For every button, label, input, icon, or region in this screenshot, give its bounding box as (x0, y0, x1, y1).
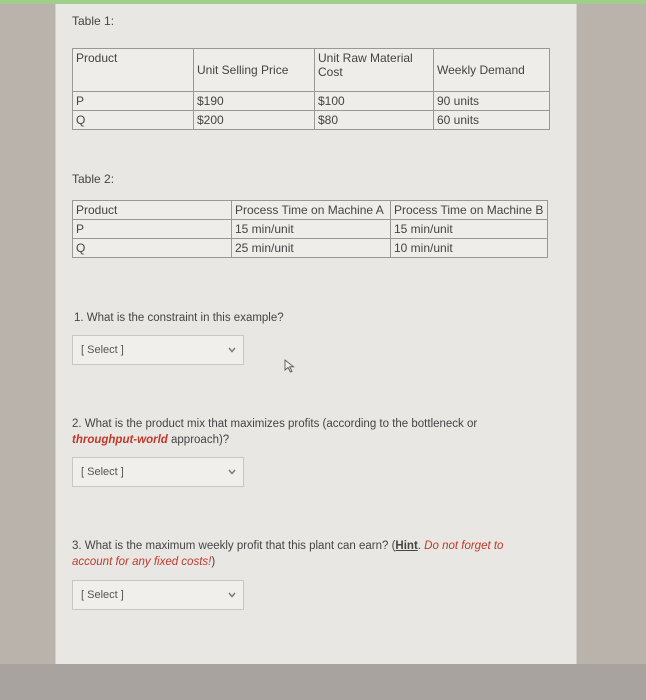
question-3-text-a-rest: . (417, 540, 425, 552)
table-row (73, 239, 548, 258)
table-2 (72, 200, 548, 258)
question-2-text (72, 416, 542, 448)
question-2-select[interactable] (72, 457, 244, 487)
question-3-text (72, 538, 542, 570)
table-cell: $80 (315, 111, 434, 130)
question-1-text: 1. What is the constraint in this example? (74, 312, 284, 324)
question-3-close-paren: ) (211, 556, 216, 568)
question-3-text-a: 3. What is the maximum weekly profit that this plant can earn? ( (72, 540, 396, 552)
table-cell: $190 (194, 92, 315, 111)
question-3-select[interactable] (72, 580, 244, 610)
mouse-cursor-icon (284, 359, 296, 373)
question-1-select[interactable] (72, 335, 244, 365)
select-placeholder: [ Select ] (81, 466, 124, 478)
question-2-line-1: 2. What is the product mix that maximizes profits (according to the bottleneck or (72, 418, 478, 430)
table-header-cell: Process Time on Machine A (232, 201, 391, 220)
table1-label: Table 1: (72, 14, 115, 28)
table-cell: 10 min/unit (391, 239, 548, 258)
table-cell: P (73, 92, 194, 111)
table-cell: 25 min/unit (232, 239, 391, 258)
chevron-down-icon (227, 467, 237, 477)
hint-red-b: account for any fixed costs! (72, 556, 212, 568)
table-header-cell: Weekly Demand (434, 49, 550, 92)
table-cell: Q (73, 111, 194, 130)
table-cell: $200 (194, 111, 315, 130)
table-cell: P (73, 220, 232, 239)
table-row (73, 49, 550, 92)
table-row (73, 201, 548, 220)
table-header-cell: Product (73, 49, 194, 92)
question-3-line-2 (72, 554, 542, 570)
table-header-cell: Process Time on Machine B (391, 201, 548, 220)
table2-label: Table 2: (72, 172, 115, 186)
hint-label: Hint (395, 540, 418, 552)
table-row (73, 220, 548, 239)
select-placeholder: [ Select ] (81, 589, 124, 601)
bottom-band (0, 664, 646, 700)
table-cell: 15 min/unit (232, 220, 391, 239)
chevron-down-icon (227, 590, 237, 600)
table-cell: $100 (315, 92, 434, 111)
table-cell: Q (73, 239, 232, 258)
chevron-down-icon (227, 345, 237, 355)
table-header-cell: Unit Raw Material Cost (315, 49, 434, 92)
table-header-cell: Unit Selling Price (194, 49, 315, 92)
table-1 (72, 48, 550, 130)
question-2-line-2 (72, 432, 542, 448)
select-placeholder: [ Select ] (81, 344, 124, 356)
hint-red-a: Do not forget to (424, 540, 504, 552)
table-cell: 60 units (434, 111, 550, 130)
question-2-line-2-rest: approach)? (167, 434, 230, 446)
throughput-world-term: throughput-world (72, 434, 168, 446)
question-3-line-1 (72, 538, 542, 554)
table-cell: 15 min/unit (391, 220, 548, 239)
table-cell: 90 units (434, 92, 550, 111)
table-header-cell: Product (73, 201, 232, 220)
table-row (73, 111, 550, 130)
table-row (73, 92, 550, 111)
